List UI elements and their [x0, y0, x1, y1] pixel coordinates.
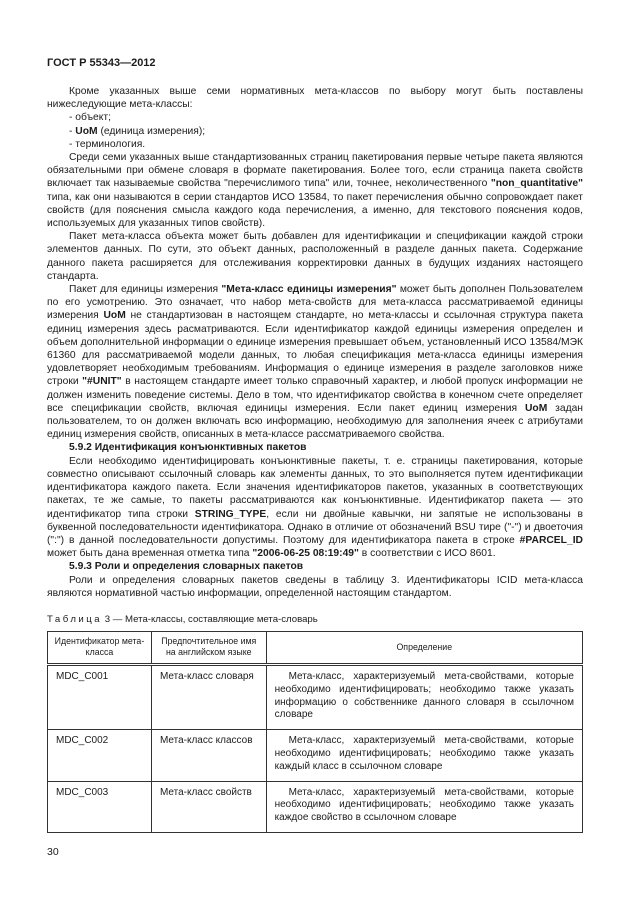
paragraph: Среди семи указанных выше стандартизованных страниц пакетирования первые четыре пакета являются обязательными при обмене словаря в формате пакетирования. Более того, если страница пакета свойств включает так называемые свойства "перечислимого типа" или, точнее, неколичественного "non_quantitative" типа, как они называются в серии стандартов ИСО 13584, то пакет перечисления обычно сопровождает пакет свойств (для пояснения смысла каждого кода перечисления, а именно, для текстового пояснения кодов, используемых для указанных типов свойств).	[47, 152, 583, 230]
column-header-definition: Определение	[266, 631, 582, 664]
cell-preferred-name: Мета-класс словаря	[151, 664, 266, 729]
cell-definition: Мета-класс, характеризуемый мета-свойствами, которые необходимо идентифицировать; необходимо также указать каждый класс в ссылочном словаре	[266, 730, 582, 781]
document-body	[47, 85, 583, 600]
cell-meta-class-id: MDC_C003	[48, 781, 152, 832]
list-item: - UoM (единица измерения);	[69, 125, 206, 137]
paragraph: Если необходимо идентифицировать конъюнктивные пакеты, т. е. страницы пакетирования, которые совместно описывают ссылочный словарь как элементы данных, то это выполняется путем идентификации идентификатора каждого пакета. Если значения идентификаторов пакетов, указанных в соответствующих пакетах, те же самые, то пакеты рассматриваются как конъюнктивные. Идентификатор пакета — это идентификатор типа строки STRING_TYPE, если ни двойные кавычки, ни запятые не использованы в буквенной последовательности идентификатора. Однако в отличие от обозначений BSU тире ("-") и двоеточия (":") в данной последовательности допустимы. Поэтому для идентификатора пакета в строке #PARCEL_ID может быть дана временная отметка типа "2006-06-25 08:19:49" в соответствии с ИСО 8601.	[47, 455, 583, 560]
paragraph: Пакет для единицы измерения "Мета-класс единицы измерения" может быть дополнен Пользователем по его усмотрению. Это означает, что набор мета-свойств для мета-класса рассматриваемой единицы измерения UoM не стандартизован в настоящем стандарте, но мета-классы и ссылочная структура пакета единиц измерения здесь расматриваются. Если идентификатор каждой единицы измерения определен и объем дополнительной информации о единице измерения превышает объем, установленный ИСО 13584/МЭК 61360 для рассматриваемой модели данных, то любая спецификация мета-класса единицы измерения удовлетворяет необходимым требованиям. Информация о единице измерения в разделе заголовков ниже строки "#UNIT" в настоящем стандарте имеет только справочный характер, и любой пропуск информации не должен изменить поведение системы. Дело в том, что идентификатор свойства в конечном счете определяет все спецификации свойств, включая единицы измерения. Если пакет единиц измерения UoM задан пользователем, то он должен включать всю информацию, необходимую для заполнения ячеек с атрибутами единиц измерения свойств, описанных в мета-классе рассматриваемого свойства.	[47, 284, 584, 441]
column-header-preferred-name: Предпочтительное имя на английском языке	[151, 631, 266, 664]
table-caption	[47, 614, 583, 626]
table-row	[48, 781, 583, 832]
column-header-meta-class-id: Идентификатор мета-класса	[48, 631, 152, 664]
list-item: - терминология.	[69, 138, 146, 150]
cell-meta-class-id: MDC_C001	[48, 664, 152, 729]
page-number: 30	[47, 845, 59, 858]
meta-classes-table	[47, 631, 583, 833]
cell-definition: Мета-класс, характеризуемый мета-свойствами, которые необходимо идентифицировать; необходимо также указать информацию о собственнике данного словаря в ссылочном словаре	[266, 664, 582, 729]
document-code: ГОСТ Р 55343—2012	[47, 57, 156, 69]
cell-meta-class-id: MDC_C002	[48, 730, 152, 781]
cell-definition: Мета-класс, характеризуемый мета-свойствами, которые необходимо идентифицировать; необходимо также указать каждое свойство в ссылочном словаре	[266, 781, 582, 832]
cell-preferred-name: Мета-класс свойств	[151, 781, 266, 832]
table-header-row	[48, 631, 583, 664]
cell-preferred-name: Мета-класс классов	[151, 730, 266, 781]
table-caption-text: 3 — Мета-классы, составляющие мета-словарь	[102, 613, 318, 625]
paragraph: Роли и определения словарных пакетов сведены в таблицу 3. Идентификаторы ICID мета-класса являются нормативной частью информации, определенной настоящим стандартом.	[47, 574, 583, 599]
table-caption-label: Таблица	[47, 613, 103, 625]
table-row	[48, 730, 583, 781]
section-heading: 5.9.3 Роли и определения словарных пакетов	[69, 561, 304, 573]
paragraph: Кроме указанных выше семи нормативных мета-классов по выбору могут быть поставлены нижеследующие мета-классы:	[47, 86, 583, 111]
table-row	[48, 664, 583, 729]
section-heading: 5.9.2 Идентификация конъюнктивных пакетов	[69, 442, 307, 454]
list-item: - объект;	[69, 112, 111, 124]
paragraph: Пакет мета-класса объекта может быть добавлен для идентификации и спецификации каждой строки элементов данных. По сути, это объект данных, расположенный в разделе данных пакета. Содержание данного пакета расширяется для отслеживания корректировки данных в будущих изданиях настоящего стандарта.	[47, 231, 583, 282]
